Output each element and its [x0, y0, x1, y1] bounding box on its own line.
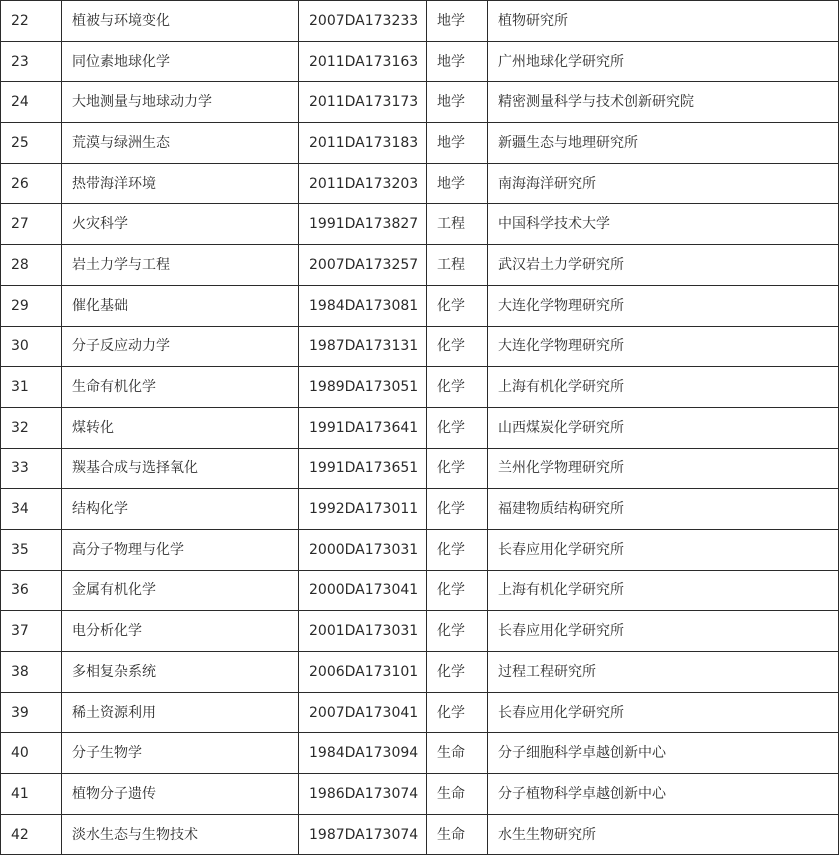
- cell-field: 化学: [427, 570, 488, 611]
- cell-field: 地学: [427, 1, 488, 42]
- cell-lab-name: 岩土力学与工程: [62, 245, 299, 286]
- cell-approval-code: 2000DA173041: [299, 570, 427, 611]
- cell-institute: 分子植物科学卓越创新中心: [488, 774, 839, 815]
- table-row: [1, 82, 839, 123]
- cell-field: 化学: [427, 448, 488, 489]
- cell-lab-name: 植物分子遗传: [62, 774, 299, 815]
- cell-institute: 过程工程研究所: [488, 652, 839, 693]
- cell-field: 化学: [427, 367, 488, 408]
- cell-approval-code: 1991DA173641: [299, 407, 427, 448]
- table-row: [1, 407, 839, 448]
- cell-lab-name: 结构化学: [62, 489, 299, 530]
- cell-lab-name: 稀土资源利用: [62, 692, 299, 733]
- cell-approval-code: 2006DA173101: [299, 652, 427, 693]
- cell-institute: 南海海洋研究所: [488, 163, 839, 204]
- cell-institute: 武汉岩土力学研究所: [488, 245, 839, 286]
- cell-institute: 大连化学物理研究所: [488, 326, 839, 367]
- cell-approval-code: 1984DA173081: [299, 285, 427, 326]
- cell-approval-code: 1991DA173651: [299, 448, 427, 489]
- table-row: [1, 529, 839, 570]
- cell-approval-code: 2001DA173031: [299, 611, 427, 652]
- cell-institute: 分子细胞科学卓越创新中心: [488, 733, 839, 774]
- cell-lab-name: 大地测量与地球动力学: [62, 82, 299, 123]
- table-row: [1, 692, 839, 733]
- cell-institute: 兰州化学物理研究所: [488, 448, 839, 489]
- cell-number: 29: [1, 285, 62, 326]
- cell-lab-name: 淡水生态与生物技术: [62, 814, 299, 855]
- cell-lab-name: 分子反应动力学: [62, 326, 299, 367]
- table-row: [1, 489, 839, 530]
- table-row: [1, 448, 839, 489]
- table-row: [1, 611, 839, 652]
- table-row: [1, 285, 839, 326]
- cell-approval-code: 2007DA173041: [299, 692, 427, 733]
- table-row: [1, 41, 839, 82]
- cell-field: 地学: [427, 82, 488, 123]
- cell-institute: 上海有机化学研究所: [488, 367, 839, 408]
- table-row: [1, 652, 839, 693]
- cell-lab-name: 煤转化: [62, 407, 299, 448]
- cell-field: 工程: [427, 204, 488, 245]
- cell-lab-name: 热带海洋环境: [62, 163, 299, 204]
- cell-number: 23: [1, 41, 62, 82]
- table-row: [1, 733, 839, 774]
- cell-lab-name: 生命有机化学: [62, 367, 299, 408]
- cell-lab-name: 多相复杂系统: [62, 652, 299, 693]
- cell-institute: 中国科学技术大学: [488, 204, 839, 245]
- cell-field: 生命: [427, 814, 488, 855]
- cell-institute: 山西煤炭化学研究所: [488, 407, 839, 448]
- cell-approval-code: 2007DA173257: [299, 245, 427, 286]
- lab-table-body: [1, 1, 839, 855]
- cell-lab-name: 电分析化学: [62, 611, 299, 652]
- table-row: [1, 774, 839, 815]
- cell-number: 41: [1, 774, 62, 815]
- cell-lab-name: 荒漠与绿洲生态: [62, 123, 299, 164]
- table-row: [1, 367, 839, 408]
- cell-institute: 长春应用化学研究所: [488, 611, 839, 652]
- cell-number: 22: [1, 1, 62, 42]
- table-row: [1, 1, 839, 42]
- cell-institute: 福建物质结构研究所: [488, 489, 839, 530]
- cell-number: 36: [1, 570, 62, 611]
- cell-number: 26: [1, 163, 62, 204]
- cell-field: 化学: [427, 489, 488, 530]
- cell-field: 化学: [427, 529, 488, 570]
- cell-number: 33: [1, 448, 62, 489]
- cell-lab-name: 火灾科学: [62, 204, 299, 245]
- cell-number: 28: [1, 245, 62, 286]
- cell-lab-name: 羰基合成与选择氧化: [62, 448, 299, 489]
- cell-approval-code: 1986DA173074: [299, 774, 427, 815]
- cell-number: 25: [1, 123, 62, 164]
- cell-institute: 广州地球化学研究所: [488, 41, 839, 82]
- cell-field: 生命: [427, 733, 488, 774]
- cell-approval-code: 2011DA173183: [299, 123, 427, 164]
- cell-number: 27: [1, 204, 62, 245]
- table-row: [1, 814, 839, 855]
- table-row: [1, 204, 839, 245]
- cell-lab-name: 高分子物理与化学: [62, 529, 299, 570]
- cell-number: 37: [1, 611, 62, 652]
- cell-field: 生命: [427, 774, 488, 815]
- cell-institute: 水生生物研究所: [488, 814, 839, 855]
- cell-approval-code: 1987DA173074: [299, 814, 427, 855]
- cell-approval-code: 1987DA173131: [299, 326, 427, 367]
- cell-field: 化学: [427, 692, 488, 733]
- cell-number: 24: [1, 82, 62, 123]
- cell-field: 地学: [427, 123, 488, 164]
- cell-institute: 上海有机化学研究所: [488, 570, 839, 611]
- cell-approval-code: 2011DA173163: [299, 41, 427, 82]
- cell-number: 32: [1, 407, 62, 448]
- cell-institute: 新疆生态与地理研究所: [488, 123, 839, 164]
- cell-field: 地学: [427, 41, 488, 82]
- cell-lab-name: 植被与环境变化: [62, 1, 299, 42]
- cell-field: 地学: [427, 163, 488, 204]
- cell-institute: 植物研究所: [488, 1, 839, 42]
- cell-lab-name: 金属有机化学: [62, 570, 299, 611]
- cell-number: 34: [1, 489, 62, 530]
- cell-field: 化学: [427, 611, 488, 652]
- cell-number: 35: [1, 529, 62, 570]
- cell-institute: 精密测量科学与技术创新研究院: [488, 82, 839, 123]
- cell-institute: 长春应用化学研究所: [488, 692, 839, 733]
- cell-approval-code: 2007DA173233: [299, 1, 427, 42]
- table-row: [1, 163, 839, 204]
- cell-lab-name: 分子生物学: [62, 733, 299, 774]
- cell-approval-code: 2000DA173031: [299, 529, 427, 570]
- cell-approval-code: 2011DA173203: [299, 163, 427, 204]
- cell-number: 31: [1, 367, 62, 408]
- cell-field: 化学: [427, 326, 488, 367]
- cell-approval-code: 1991DA173827: [299, 204, 427, 245]
- cell-approval-code: 1989DA173051: [299, 367, 427, 408]
- cell-field: 工程: [427, 245, 488, 286]
- table-row: [1, 570, 839, 611]
- cell-number: 30: [1, 326, 62, 367]
- table-row: [1, 326, 839, 367]
- cell-number: 38: [1, 652, 62, 693]
- cell-lab-name: 催化基础: [62, 285, 299, 326]
- cell-approval-code: 1992DA173011: [299, 489, 427, 530]
- cell-approval-code: 1984DA173094: [299, 733, 427, 774]
- cell-lab-name: 同位素地球化学: [62, 41, 299, 82]
- cell-number: 40: [1, 733, 62, 774]
- cell-number: 39: [1, 692, 62, 733]
- cell-field: 化学: [427, 285, 488, 326]
- table-row: [1, 123, 839, 164]
- cell-institute: 长春应用化学研究所: [488, 529, 839, 570]
- cell-field: 化学: [427, 407, 488, 448]
- cell-institute: 大连化学物理研究所: [488, 285, 839, 326]
- cell-field: 化学: [427, 652, 488, 693]
- cell-number: 42: [1, 814, 62, 855]
- table-row: [1, 245, 839, 286]
- cell-approval-code: 2011DA173173: [299, 82, 427, 123]
